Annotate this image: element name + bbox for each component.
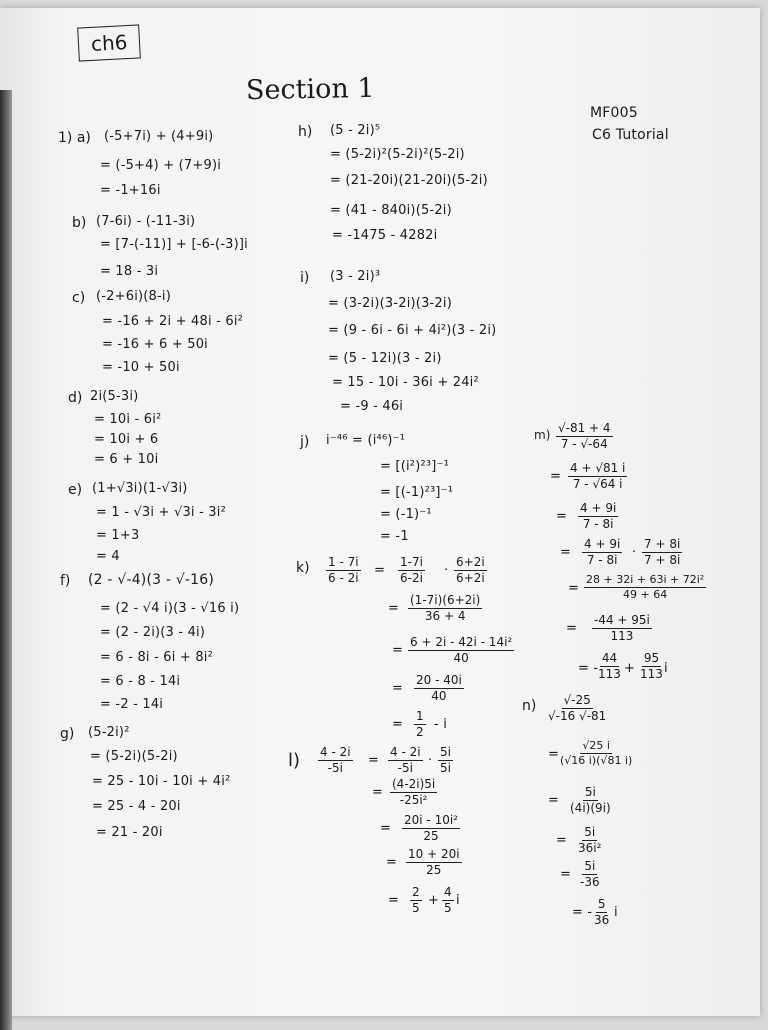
question-label: f): [60, 573, 71, 589]
page-title: Section 1: [245, 72, 375, 107]
work-line: = 21 - 20i: [96, 825, 163, 840]
equals-sign: =: [386, 855, 398, 870]
work-line: = [7-(-11)] + [-6-(-3)]i: [100, 237, 248, 252]
work-line: (5-2i)²: [88, 725, 130, 740]
fraction: $\frac{2}{5}$: [412, 885, 420, 915]
question-label: b): [72, 215, 87, 231]
equals-sign: = -: [572, 905, 593, 920]
course-subtitle: C6 Tutorial: [592, 127, 669, 143]
work-line: = -9 - 46i: [340, 399, 404, 414]
fraction: $\frac{1}{2}$: [416, 709, 424, 739]
equals-sign: =: [548, 747, 560, 762]
question-label: m): [534, 428, 551, 442]
work-line: (2 - √-4)(3 - √-16): [88, 572, 215, 588]
equals-sign: =: [568, 581, 580, 596]
question-label: j): [300, 434, 310, 450]
work-line: = (-5+4) + (7+9)i: [100, 158, 222, 173]
work-line: = 6 - 8i - 6i + 8i²: [100, 650, 214, 665]
work-line: = 25 - 10i - 10i + 4i²: [92, 774, 231, 789]
fraction: $\frac{5i}{5i}$: [440, 745, 451, 775]
notebook-binding: [0, 90, 12, 1030]
work-line: (5 - 2i)⁵: [330, 123, 381, 138]
equals-sign: =: [556, 833, 568, 848]
fraction: $\frac{√25 i}{(√16 i)(√81 i)}$: [560, 739, 633, 767]
work-line: = 18 - 3i: [100, 264, 159, 279]
fraction: $\frac{-44 + 95i}{113}$: [594, 613, 650, 643]
work-line: = 25 - 4 - 20i: [92, 799, 181, 814]
question-label: k): [296, 560, 310, 576]
work-line: = -16 + 2i + 48i - 6i²: [102, 314, 244, 329]
fraction: $\frac{5i}{\text{36i²}}$: [578, 825, 602, 855]
fraction: $\frac{1-7i}{6-2i}$: [400, 555, 423, 585]
work-line: i: [456, 893, 460, 908]
fraction: $\frac{6+2i}{6+2i}$: [456, 555, 485, 585]
equals-sign: =: [388, 601, 400, 616]
work-line: = 10i + 6: [94, 432, 159, 447]
work-line: (7-6i) - (-11-3i): [96, 214, 196, 229]
work-line: = (2 - 2i)(3 - 4i): [100, 625, 206, 640]
equals-sign: =: [368, 753, 380, 768]
equals-sign: =: [392, 681, 404, 696]
equals-sign: =: [392, 643, 404, 658]
work-line: = -10 + 50i: [102, 360, 180, 375]
work-line: = 15 - 10i - 36i + 24i²: [332, 375, 479, 390]
fraction: $\frac{√-81 + 4}{7 - √-64}$: [558, 421, 611, 451]
worksheet-page: [0, 8, 760, 1016]
work-line: = (21-20i)(21-20i)(5-2i): [330, 173, 488, 188]
work-line: (-2+6i)(8-i): [96, 289, 171, 304]
work-line: = (5-2i)(5-2i): [90, 749, 178, 764]
work-line: (-5+7i) + (4+9i): [104, 129, 214, 144]
question-label: e): [68, 482, 83, 498]
work-line: = -1+16i: [100, 183, 161, 198]
equals-sign: =: [374, 563, 386, 578]
work-line: = (5-2i)²(5-2i)²(5-2i): [330, 147, 465, 162]
times-dot: ·: [632, 545, 637, 560]
fraction: $\frac{(1-7i)(6+2i)}{36 + 4}$: [410, 593, 481, 623]
work-line: = (3-2i)(3-2i)(3-2i): [328, 296, 452, 311]
fraction: $\frac{1 - 7i}{6 - 2i}$: [328, 555, 359, 585]
fraction: $\frac{7 + 8i}{7 + 8i}$: [644, 537, 681, 567]
work-line: 2i(5-3i): [90, 389, 139, 404]
equals-sign: =: [380, 821, 392, 836]
equals-sign: =: [560, 867, 572, 882]
work-line: = (2 - √4 i)(3 - √16 i): [100, 601, 240, 616]
equals-sign: =: [372, 785, 384, 800]
work-line: = -1475 - 4282i: [332, 228, 438, 243]
equals-sign: =: [392, 717, 404, 732]
plus-sign: +: [624, 661, 636, 676]
work-line: i⁻⁴⁶ = (i⁴⁶)⁻¹: [326, 433, 406, 448]
equals-sign: =: [556, 509, 568, 524]
work-line: = 6 - 8 - 14i: [100, 674, 181, 689]
fraction: $\frac{5i}{-36}$: [580, 859, 600, 889]
fraction: $\frac{4 + 9i}{7 - 8i}$: [580, 501, 617, 531]
equals-sign: =: [566, 621, 578, 636]
question-label: d): [68, 390, 83, 406]
work-line: = 6 + 10i: [94, 452, 159, 467]
question-label: h): [298, 124, 313, 140]
fraction: $\frac{4 + √81 i}{7 - √64 i}$: [570, 461, 626, 491]
question-label: n): [522, 698, 537, 714]
work-line: = -16 + 6 + 50i: [102, 337, 208, 352]
fraction: $\frac{4}{5}$: [444, 885, 452, 915]
fraction: $\frac{(4-2i)5i}{\text{-25i²}}$: [392, 777, 436, 807]
work-line: (1+√3i)(1-√3i): [92, 481, 188, 496]
fraction: $\frac{5}{36}$: [594, 897, 610, 927]
fraction: $\frac{√-25}{√-16 √-81}$: [548, 693, 607, 723]
equals-sign: = -: [578, 661, 599, 676]
work-line: = 10i - 6i²: [94, 412, 162, 427]
work-line: i: [614, 905, 618, 920]
fraction: $\frac{\text{28 + 32i + 63i + 72i²}}{49 + 64}$: [586, 573, 705, 601]
work-line: - i: [434, 717, 448, 732]
fraction: $\frac{5i}{(4i)(9i)}$: [570, 785, 611, 815]
work-line: (3 - 2i)³: [330, 269, 381, 284]
work-line: = (41 - 840i)(5-2i): [330, 203, 452, 218]
work-line: = 4: [96, 549, 120, 564]
times-dot: ·: [444, 563, 449, 578]
question-label: g): [60, 726, 75, 742]
work-line: = (5 - 12i)(3 - 2i): [328, 351, 442, 366]
question-label: c): [72, 290, 86, 306]
times-dot: ·: [428, 753, 433, 768]
work-line: = -1: [380, 529, 409, 544]
question-label: 1) a): [58, 130, 91, 146]
work-line: = 1+3: [96, 528, 140, 543]
work-line: = (9 - 6i - 6i + 4i²)(3 - 2i): [328, 323, 497, 338]
question-label: l): [288, 750, 301, 771]
equals-sign: =: [388, 893, 400, 908]
work-line: = 1 - √3i + √3i - 3i²: [96, 505, 226, 520]
work-line: i: [664, 661, 668, 676]
fraction: $\frac{\text{20i - 10i²}}{25}$: [404, 813, 458, 843]
work-line: = -2 - 14i: [100, 697, 164, 712]
fraction: $\frac{10 + 20i}{25}$: [408, 847, 460, 877]
fraction: $\frac{4 + 9i}{7 - 8i}$: [584, 537, 621, 567]
fraction: $\frac{\text{6 + 2i - 42i - 14i²}}{40}$: [410, 635, 513, 665]
equals-sign: =: [548, 793, 560, 808]
fraction: $\frac{44}{113}$: [598, 651, 621, 681]
fraction: $\frac{20 - 40i}{40}$: [416, 673, 462, 703]
fraction: $\frac{4 - 2i}{-5i}$: [320, 745, 351, 775]
work-line: = [(-1)²³]⁻¹: [380, 485, 454, 500]
work-line: = [(i²)²³]⁻¹: [380, 459, 450, 474]
question-label: i): [300, 270, 310, 286]
fraction: $\frac{4 - 2i}{-5i}$: [390, 745, 421, 775]
course-code: MF005: [590, 105, 638, 121]
fraction: $\frac{95}{113}$: [640, 651, 663, 681]
work-line: = (-1)⁻¹: [380, 507, 432, 522]
chapter-box: ch6: [77, 24, 141, 61]
equals-sign: =: [550, 469, 562, 484]
equals-sign: =: [560, 545, 572, 560]
plus-sign: +: [428, 893, 440, 908]
